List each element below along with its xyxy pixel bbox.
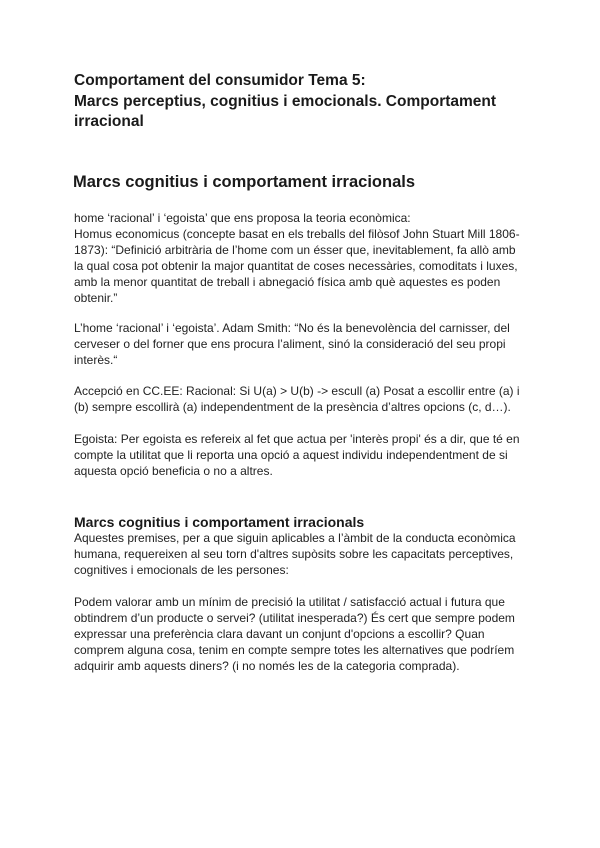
section2-paragraph-2 (74, 594, 532, 674)
title-line-3: irracional (74, 113, 144, 130)
text-line: Egoista: Per egoista es refereix al fet que actua per 'interès propi' és a dir, que té en (74, 432, 520, 446)
text-line: Accepció en CC.EE: Racional: Si U(a) > U(b) -> escull (a) Posat a escollir entre (a) i (74, 384, 520, 398)
section1-paragraph-1 (74, 210, 532, 306)
text-line: aquesta opció beneficia o no a altres. (74, 464, 273, 478)
text-line: la qual cosa pot obtenir la major quantitat de coses necessàries, comoditats i luxes, (74, 259, 518, 273)
title-line-1: Comportament del consumidor Tema 5: (74, 72, 366, 89)
document-title (74, 71, 544, 133)
text-line: Podem valorar amb un mínim de precisió la utilitat / satisfacció actual i futura que (74, 595, 505, 609)
section1-paragraph-2 (74, 320, 532, 368)
text-line: expressar una preferència clara davant un conjunt d'opcions a escollir? Quan (74, 627, 485, 641)
text-line: interès.“ (74, 353, 118, 367)
text-line: (b) sempre escollirà (a) independentment de la presència d’altres opcions (c, d…). (74, 400, 511, 414)
section1-heading: Marcs cognitius i comportament irracionals (73, 173, 416, 191)
text-line: L’home ‘racional’ i ‘egoista’. Adam Smith: “No és la benevolència del carnisser, del (74, 321, 510, 335)
text-line: 1873): “Definició arbitrària de l’home com un ésser que, inevitablement, fa allò amb (74, 243, 516, 257)
text-line: obtindrem d’un producte o servei? (utilitat inesperada?) És cert que sempre podem (74, 611, 515, 625)
text-line: adquirir amb aquests diners? (i no només les de la categoria comprada). (74, 659, 460, 673)
section1-paragraph-3 (74, 383, 532, 415)
text-line: comprem alguna cosa, tenim en compte sempre totes les alternatives que podríem (74, 643, 515, 657)
section1-paragraph-4 (74, 431, 532, 479)
text-line: home ‘racional’ i ‘egoista’ que ens proposa la teoria econòmica: (74, 211, 411, 225)
title-line-2: Marcs perceptius, cognitius i emocionals. Comportament (74, 92, 497, 110)
text-line: amb la menor quantitat de treball i abnegació física amb què aquestes es poden (74, 275, 501, 289)
text-line: humana, requereixen al seu torn d'altres supòsits sobre les capacitats perceptives, (74, 547, 514, 561)
text-line: cognitives i emocionals de les persones: (74, 563, 289, 577)
text-line: Homus economicus (concepte basat en els treballs del filòsof John Stuart Mill 1806- (74, 227, 520, 241)
text-line: obtenir.” (74, 291, 118, 305)
text-line: Aquestes premises, per a que siguin aplicables a l’àmbit de la conducta econòmica (74, 531, 516, 545)
text-line: cerveser o del forner que ens procura l’aliment, sinó la consideració del seu propi (74, 337, 506, 351)
section2-heading: Marcs cognitius i comportament irracionals (74, 514, 365, 530)
section2-paragraph-1 (74, 530, 532, 578)
text-line: compte la utilitat que li reporta una opció a aquest individu independentment de si (74, 448, 508, 462)
